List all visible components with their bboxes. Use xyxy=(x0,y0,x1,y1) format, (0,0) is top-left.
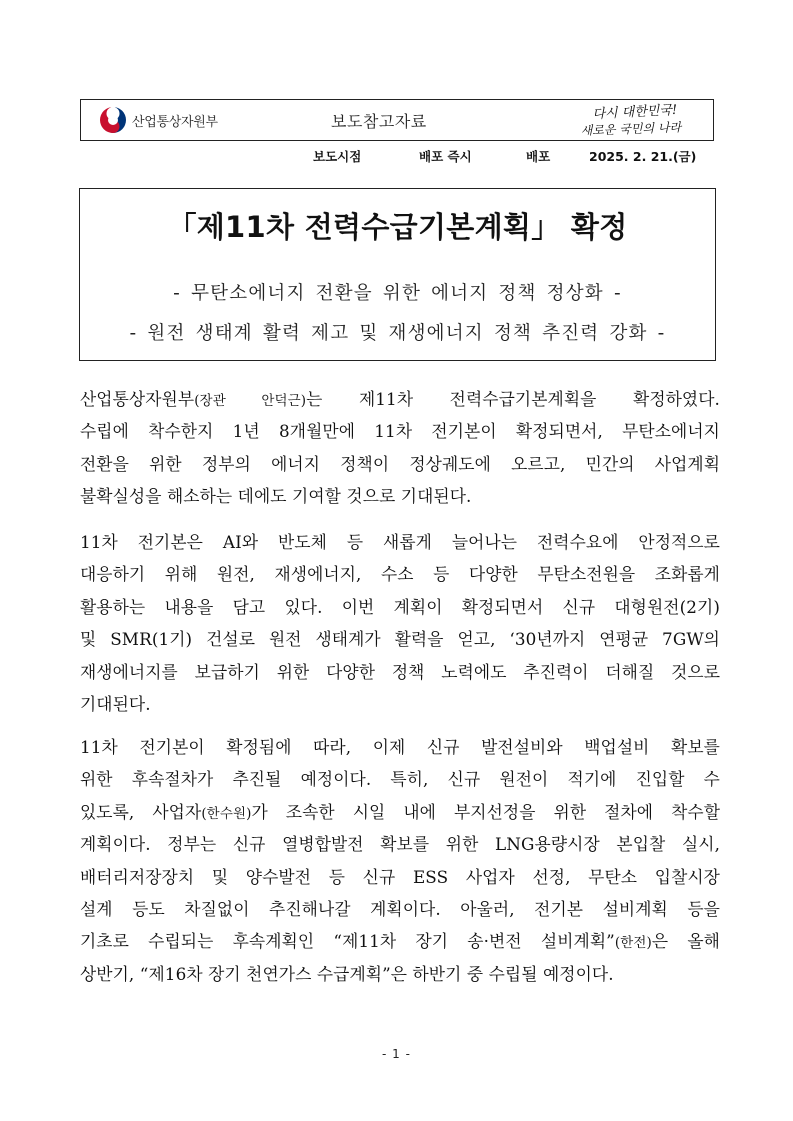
header-box xyxy=(80,99,714,141)
paragraph-line: 및 SMR(1기) 건설로 원전 생태계가 활력을 얻고, ‘30년까지 연평균 7GW의 xyxy=(80,629,720,650)
taegeuk-logo-icon xyxy=(99,106,127,134)
text-span: 산업통상자원부 xyxy=(80,389,195,409)
title-box xyxy=(79,188,716,361)
release-date-label: 배포 xyxy=(526,149,551,164)
slogan-line1: 다시 대한민국! xyxy=(592,102,678,123)
release-distribution: 배포 즉시 xyxy=(419,149,472,164)
ministry-name: 산업통상자원부 xyxy=(132,114,218,130)
paragraph-line: 11차 전기본은 AI와 반도체 등 새롭게 늘어나는 전력수요에 안정적으로 xyxy=(80,532,720,552)
subtitle-1: - 무탄소에너지 전환을 위한 에너지 정책 정상화 - xyxy=(173,283,622,304)
text-span-small: (한전) xyxy=(614,935,652,952)
text-span-small: (한수원) xyxy=(201,805,252,822)
paragraph-line: 기대된다. xyxy=(80,693,151,714)
paragraph-line xyxy=(80,925,720,957)
text-span: 가 조속한 시일 내에 부지선정을 위한 절차에 착수할 xyxy=(251,801,721,822)
document-type-title: 보도참고자료 xyxy=(331,112,427,131)
release-date-value: 2025. 2. 21.(금) xyxy=(589,149,697,164)
paragraph-line: 수립에 착수한지 1년 8개월만에 11차 전기본이 확정되면서, 무탄소에너지 xyxy=(80,421,720,442)
paragraph-line: 배터리저장장치 및 양수발전 등 신규 ESS 사업자 선정, 무탄소 입찰시장 xyxy=(80,866,720,887)
ministry-logo xyxy=(99,106,218,134)
paragraph-line: 활용하는 내용을 담고 있다. 이번 계획이 확정되면서 신규 대형원전(2기) xyxy=(80,596,720,617)
paragraph-line: 상반기, “제16차 장기 천연가스 수급계획”은 하반기 중 수립될 예정이다. xyxy=(80,963,614,984)
paragraph-2 xyxy=(80,526,720,720)
text-span: 는 제11차 전력수급기본계획을 확정하였다. xyxy=(306,389,720,409)
paragraph-line: 대응하기 위해 원전, 재생에너지, 수소 등 다양한 무탄소전원을 조화롭게 xyxy=(80,564,720,585)
slogan-line2: 새로운 국민의 나라 xyxy=(580,120,682,138)
text-span: 기초로 수립되는 후속계획인 “제11차 장기 송·변전 설비계획” xyxy=(80,931,615,952)
paragraph-1 xyxy=(80,383,720,513)
handwritten-slogan xyxy=(543,101,713,139)
paragraph-line: 계획이다. 정부는 신규 열병합발전 확보를 위한 LNG용량시장 본입찰 실시, xyxy=(80,834,720,855)
text-span-small: (장관 안덕근) xyxy=(194,393,307,409)
paragraph-line: 설계 등도 차질없이 추진해나갈 계획이다. 아울러, 전기본 설비계획 등을 xyxy=(80,898,720,919)
paragraph-line xyxy=(80,383,720,415)
release-time-label: 보도시점 xyxy=(313,149,362,164)
paragraph-line: 위한 후속절차가 추진될 예정이다. 특히, 신규 원전이 적기에 진입할 수 xyxy=(80,769,720,790)
paragraph-line: 재생에너지를 보급하기 위한 다양한 정책 노력에도 추진력이 더해질 것으로 xyxy=(80,661,720,682)
paragraph-line: 전환을 위한 정부의 에너지 정책이 정상궤도에 오르고, 민간의 사업계획 xyxy=(80,453,720,474)
paragraph-line: 11차 전기본이 확정됨에 따라, 이제 신규 발전설비와 백업설비 확보를 xyxy=(80,737,720,757)
page-number: - 1 - xyxy=(382,1047,411,1061)
paragraph-3 xyxy=(80,731,720,990)
paragraph-line xyxy=(80,796,720,828)
text-span: 은 올해 xyxy=(651,931,720,952)
paragraph-line: 불확실성을 해소하는 데에도 기여할 것으로 기대된다. xyxy=(80,486,472,507)
subtitle-2: - 원전 생태계 활력 제고 및 재생에너지 정책 추진력 강화 - xyxy=(129,323,666,344)
main-title: 「제11차 전력수급기본계획」 확정 xyxy=(167,210,628,244)
text-span: 있도록, 사업자 xyxy=(80,801,202,822)
